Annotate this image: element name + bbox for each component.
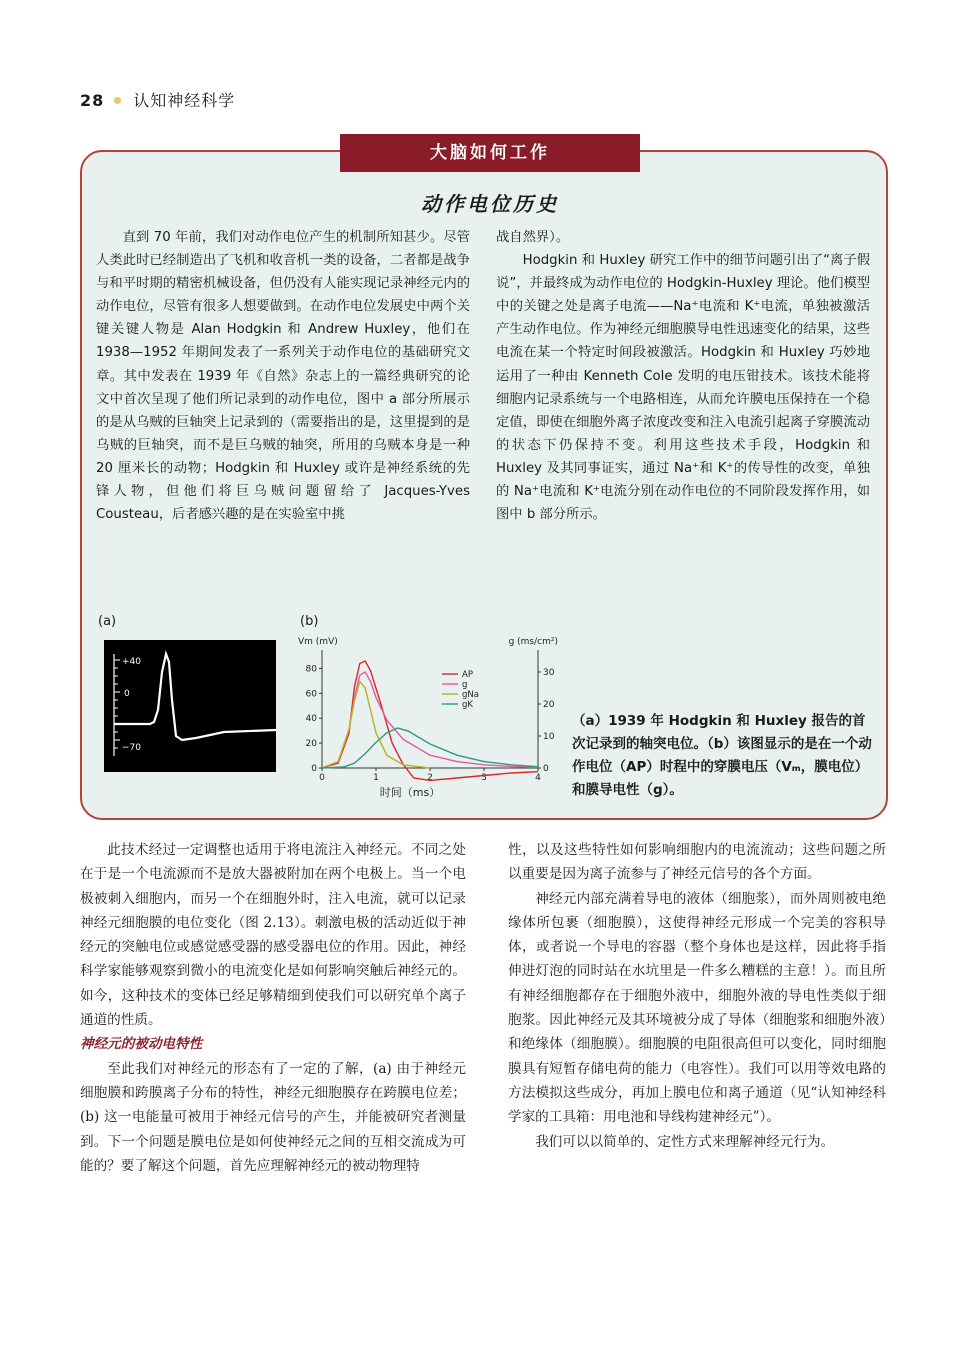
box-right-column [496,226,870,526]
section-heading: 神经元的被动电特性 [80,1036,203,1053]
legend-label-gK: gK [462,700,473,710]
box-tab-label: 大脑如何工作 [340,134,640,172]
x-tick-label: 3 [481,773,487,783]
main-left-column [80,838,466,1178]
box-left-paragraph: 直到 70 年前，我们对动作电位产生的机制所知甚少。尽管人类此时已经制造出了飞机和收音机一类的设备，二者都是战争与和平时期的精密机械设备，但仍没有人能实现记录神经元内的动作电位，尽管有很多人想要做到。在动作电位发展史中两个关键关键人物是 Alan Hodgkin 和 Andrew Huxley，他们在 1938—1952 年期间发表了一系列关于动作电位的基础研究文章。其中发表在 1939 年《自然》杂志上的一篇经典研究的论文中首次呈现了他们所记录到的动作电位，图中 a 部分所展示的是从乌贼的巨轴突上记录到的（需要指出的是，这里提到的是乌贼的巨轴突，而不是巨乌贼的轴突，所用的乌贼本身是一种 20 厘米长的动物；Hodgkin 和 Huxley 或许是神经系统的先锋人物，但他们将巨乌贼问题留给了 Jacques-Yves Cousteau，后者感兴趣的是在实验室中挑 [96,230,470,523]
y2-tick-label: 10 [543,732,555,742]
y-tick-label: 60 [305,689,317,700]
fig-a-tick-minus70: −70 [122,743,141,753]
x-tick-label: 0 [319,773,325,783]
legend-label-g: g [462,680,468,690]
bullet-dot-icon [114,97,121,104]
x-tick-label: 2 [427,773,433,783]
legend-label-AP: AP [462,670,473,680]
figure-a-oscilloscope [104,640,276,772]
main-right-column [508,838,886,1154]
legend-label-gNa: gNa [462,690,479,700]
figure-b-label: (b) [300,614,319,629]
y2-tick-label: 20 [543,700,555,710]
fig-a-tick-0: 0 [124,689,130,699]
main-left-paragraph-1: 此技术经过一定调整也适用于将电流注入神经元。不同之处在于是一个电流源而不是放大器被附加在两个电极上。当一个电极被刺入细胞内，而另一个在细胞外时，注入电流，就可以记录神经元细胞膜的电位变化（图 2.13）。刺激电极的活动近似于神经元的突触电位或感觉感受器的感受器电位的作用。因此，神经科学家能够观察到微小的电流变化是如何影响突触后神经元的。如今，这种技术的变体已经足够精细到使我们可以研究单个离子通道的性质。 [80,842,466,1029]
box-left-column [96,226,470,526]
series-line-gNa [322,682,430,768]
y-tick-label: 0 [311,764,317,774]
fig-a-tick-plus40: +40 [122,657,141,667]
running-header [80,88,235,111]
y2-tick-label: 30 [543,668,555,678]
box-title: 动作电位历史 [421,192,559,216]
oscilloscope-trace-svg [104,640,276,772]
y-tick-label: 20 [305,739,317,750]
book-title: 认知神经科学 [133,91,236,110]
y-axis-label: Vm (mV) [298,637,338,647]
chart-svg [292,632,560,804]
main-left-paragraph-2: 至此我们对神经元的形态有了一定的了解，(a) 由于神经元细胞膜和跨膜离子分布的特性，神经元细胞膜存在跨膜电位差；(b) 这一电能量可被用于神经元信号的产生，并能被研究者测量到。下一个问题是膜电位是如何使神经元之间的互相交流成为可能的？要了解这个问题，首先应理解神经元的被动物理特 [80,1060,466,1174]
page-number: 28 [80,91,105,110]
main-right-paragraph-2: 神经元内部充满着导电的液体（细胞浆），而外周则被电绝缘体所包裹（细胞膜），这使得神经元形成一个完美的容积导体，或者说一个导电的容器（整个身体也是这样，因此将手指伸进灯泡的同时站在水坑里是一件多么糟糕的主意！）。而且所有神经细胞都存在于细胞外液中，细胞外液的导电性类似于细胞浆。因此神经元及其环境被分成了导体（细胞浆和细胞外液）和绝缘体（细胞膜）。细胞膜的电阻很高但可以变化，同时细胞膜具有短暂存储电荷的能力（电容性）。我们可以用等效电路的方法模拟这些成分，再加上膜电位和离子通道（见“认知神经科学家的工具箱：用电池和导线构建神经元”）。 [508,890,886,1126]
figure-a-label: (a) [98,614,117,629]
series-line-gK [322,728,538,768]
x-tick-label: 1 [373,773,379,783]
x-axis-label: 时间（ms） [379,786,441,799]
box-right-paragraph-1: 战自然界）。 [496,230,570,245]
figure-b-chart [292,632,560,804]
main-right-paragraph-3: 我们可以以简单的、定性方式来理解神经元行为。 [535,1133,835,1150]
x-tick-label: 4 [535,773,541,783]
y2-axis-label: g (ms/cm²) [508,637,558,647]
y2-tick-label: 0 [543,764,549,774]
box-right-paragraph-2: Hodgkin 和 Huxley 研究工作中的细节问题引出了“离子假说”，并最终成为动作电位的 Hodgkin-Huxley 理论。他们模型中的关键之处是离子电流——Na⁺电流和 K⁺电流，单独被激活产生动作电位。作为神经元细胞膜导电性迅速变化的结果，这些电流在某一个特定时间段被激活。Hodgkin 和 Huxley 巧妙地运用了一种由 Kenneth Cole 发明的电压钳技术。该技术能将细胞内记录系统与一个电路相连，从而允许膜电压保持在一个稳定值，即使在细胞外离子浓度改变和注入电流引起离子穿膜流动的状态下仍保持不变。利用这些技术手段，Hodgkin 和 Huxley 及其同事证实，通过 Na⁺和 K⁺的传导性的改变，单独的 Na⁺电流和 K⁺电流分别在动作电位的不同阶段发挥作用，如图中 b 部分所示。 [496,253,870,523]
figure-caption: （a）1939 年 Hodgkin 和 Huxley 报告的首次记录到的轴突电位。（b）该图显示的是在一个动作电位（AP）时程中的穿膜电压（Vₘ，膜电位）和膜导电性（g）。 [572,713,872,798]
y-tick-label: 40 [305,714,317,725]
main-right-paragraph-1: 性，以及这些特性如何影响细胞内的电流流动；这些问题之所以重要是因为离子流参与了神经元信号的各个方面。 [508,842,886,883]
y-tick-label: 80 [305,664,317,675]
